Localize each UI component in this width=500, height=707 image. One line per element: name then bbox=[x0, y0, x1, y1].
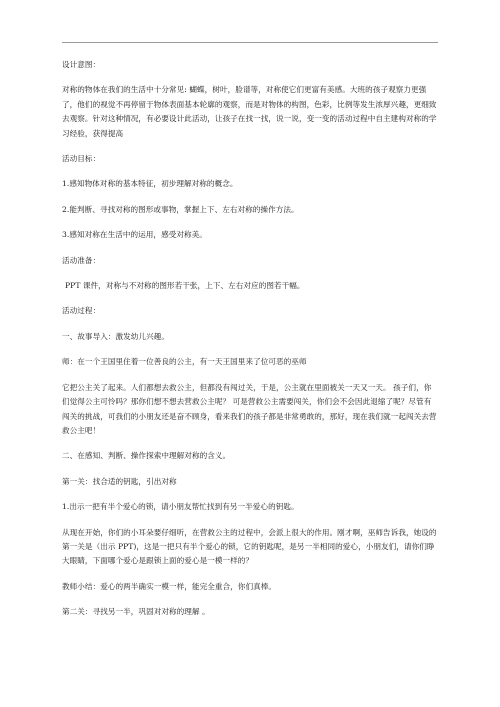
section-2-title: 二、在感知、判断、操作探索中理解对称的含义。 bbox=[62, 451, 231, 461]
level-2-title: 第二关：寻找另一半，巩固对对称的理解 。 bbox=[62, 607, 210, 617]
level-1-step: 1.出示一把有半个爱心的锁，请小朋友帮忙找到有另一半爱心的钥匙。 bbox=[62, 502, 299, 512]
goal-item-1: 1.感知物体对称的基本特征，初步理解对称的概念。 bbox=[62, 179, 238, 189]
header-rule bbox=[62, 42, 438, 43]
heading-design-intent: 设计意图： bbox=[62, 60, 101, 69]
heading-process: 活动过程： bbox=[62, 306, 101, 316]
section-1-title: 一、故事导入：激发幼儿兴趣。 bbox=[62, 331, 170, 341]
teacher-summary: 教师小结：爱心的两半确实一模一样，能完全重合，你们真棒。 bbox=[62, 581, 277, 591]
level-1-paragraph: 从现在开始，你们的小耳朵要仔细听，在营救公主的过程中，会派上很大的作用。刚才啊，巫师告诉我，她设的第一关是（出示 PPT)，这是一把只有半个爱心的锁，它的钥匙呢，是另一半相同的爱心，小朋友们，请你们睁大眼睛，下面哪个爱心是跟锁上面的爱心是一模一样的？ bbox=[62, 527, 437, 566]
goal-item-2: 2.能判断、寻找对称的图形或事物，掌握上下、左右对称的操作方法。 bbox=[62, 204, 299, 214]
heading-goals: 活动目标： bbox=[62, 154, 101, 164]
level-1-title: 第一关：找合适的钥匙，引出对称 bbox=[62, 476, 177, 486]
document-body bbox=[62, 58, 438, 620]
paragraph-preparation: PPT 课件，对称与不对称的图形若干张，上下、左右对应的图若干幅。 bbox=[65, 281, 305, 291]
heading-preparation: 活动准备： bbox=[62, 255, 101, 265]
story-paragraph: 它把公主关了起来。人们都想去救公主，但都没有闯过关，于是，公主就在里面被关一天又一天。 孩子们，你们觉得公主可怜吗？那你们想不想去营救公主呢？ 可是营救公主需要闯关，你们会不会因此退缩了呢？尽管有闯关的挑战，可我们的小朋友还是奋不顾身，看来我们的孩子都是非常勇敢的，那好，现在我们就一起闯关去营救公主吧！ bbox=[62, 382, 437, 435]
goal-item-3: 3.感知对称在生活中的运用，感受对称美。 bbox=[62, 230, 207, 240]
paragraph-design-intent: 对称的物体在我们的生活中十分常见: 蝴蝶，树叶，脸谱等，对称使它们更富有美感。大班的孩子观察力更强了，他们的视觉不再停留于物体表面基本轮廓的观察，而是对物体的构图，色彩，比例等发生浓厚兴趣，更细致去观察。针对这种情况，有必要设计此活动，让孩子在找一找，说一说，变一变的活动过程中自主建构对称的学习经验，获得提高 bbox=[62, 85, 437, 138]
teacher-line: 师：在一个王国里住着一位善良的公主，有一天王国里来了位可恶的巫师 bbox=[62, 357, 307, 367]
